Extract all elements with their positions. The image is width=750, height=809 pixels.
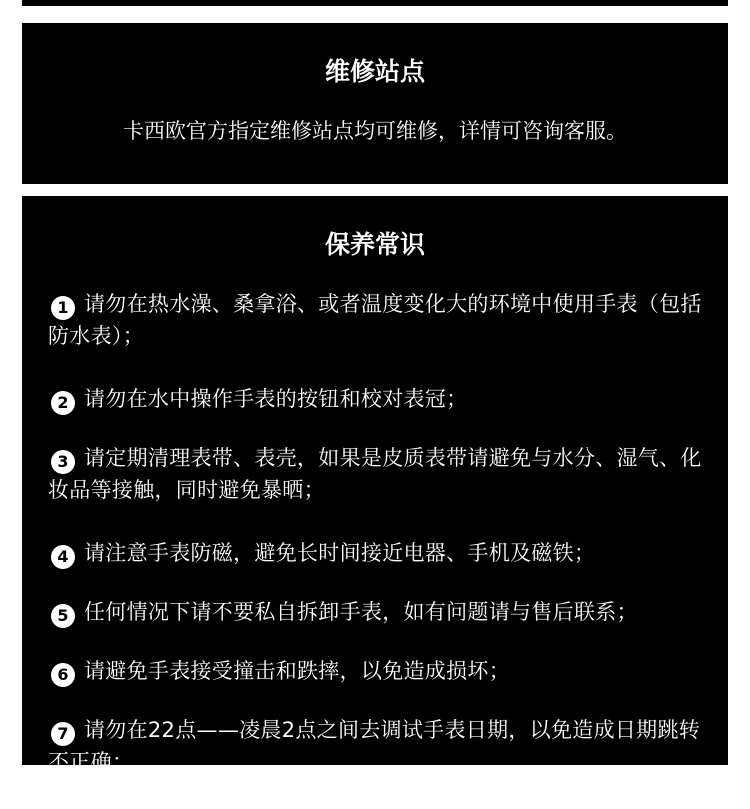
maintenance-tip-text: 请定期清理表带、表壳，如果是皮质表带请避免与水分、湿气、化妆品等接触，同时避免暴晒； <box>48 446 702 502</box>
number-3-badge: 3 <box>51 450 75 474</box>
maintenance-tip-1 <box>48 288 702 352</box>
number-2-badge: 2 <box>51 391 75 415</box>
repair-station-description: 卡西欧官方指定维修站点均可维修，详情可咨询客服。 <box>123 119 627 143</box>
maintenance-tips-list <box>48 288 702 809</box>
maintenance-tip-text: 请勿在热水澡、桑拿浴、或者温度变化大的环境中使用手表（包括防水表）； <box>48 292 702 348</box>
maintenance-tip-4 <box>48 537 702 569</box>
maintenance-tip-text: 请勿在水中操作手表的按钮和校对表冠； <box>84 387 468 411</box>
maintenance-tip-2 <box>48 383 702 415</box>
maintenance-tip-text: 请避免手表接受撞击和跌摔，以免造成损坏； <box>84 659 510 683</box>
maintenance-tip-7 <box>48 714 702 778</box>
top-panel-edge <box>22 0 728 6</box>
maintenance-tip-3 <box>48 442 702 506</box>
number-5-badge: 5 <box>51 604 75 628</box>
maintenance-tip-text: 请注意手表防磁，避免长时间接近电器、手机及磁铁； <box>84 541 596 565</box>
maintenance-tips-panel <box>22 196 728 774</box>
maintenance-tips-title: 保养常识 <box>324 230 425 259</box>
number-7-badge: 7 <box>51 722 75 746</box>
number-1-badge: 1 <box>51 296 75 320</box>
repair-station-panel <box>22 23 728 184</box>
maintenance-tip-text: 任何情况下请不要私自拆卸手表，如有问题请与售后联系； <box>84 600 638 624</box>
number-4-badge: 4 <box>51 545 75 569</box>
number-6-badge: 6 <box>51 663 75 687</box>
maintenance-tip-6 <box>48 655 702 687</box>
repair-station-title: 维修站点 <box>324 57 425 86</box>
maintenance-tip-text: 请勿在22点——凌晨2点之间去调试手表日期，以免造成日期跳转不正确； <box>48 718 701 774</box>
maintenance-tip-5 <box>48 596 702 628</box>
